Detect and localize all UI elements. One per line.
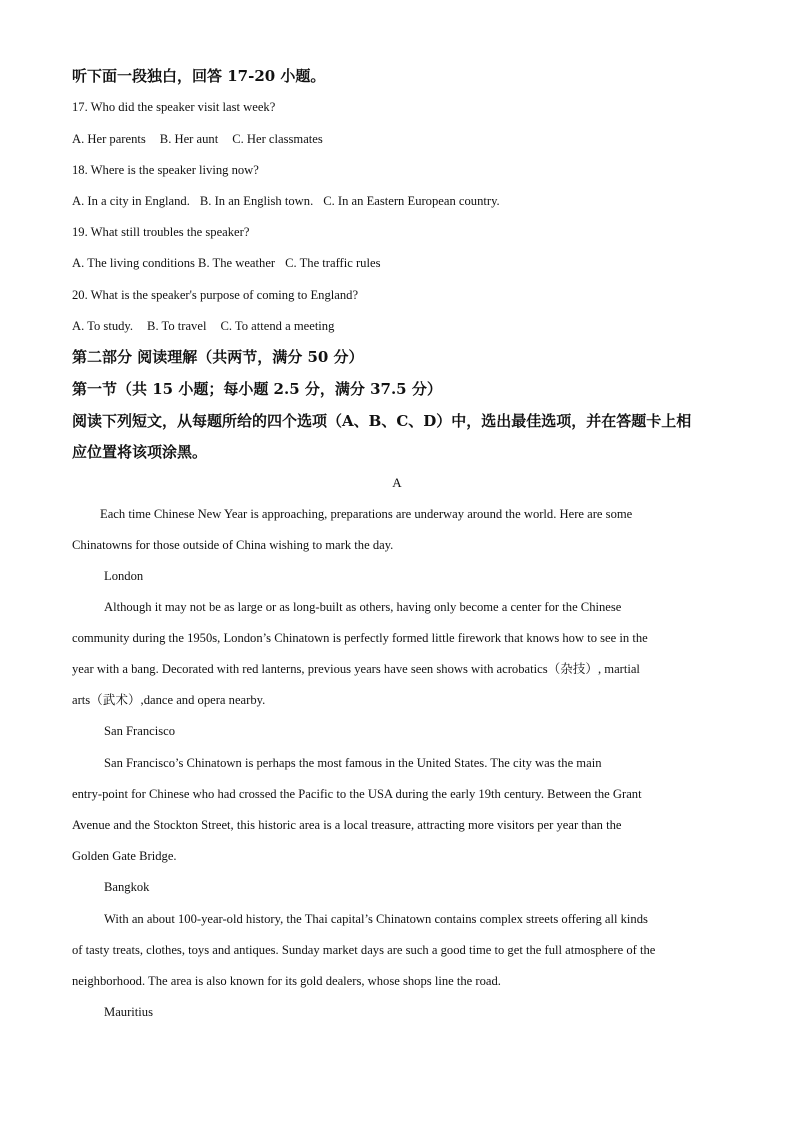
question-18-option-c: C. In an Eastern European country.: [323, 194, 500, 208]
question-17-option-a: A. Her parents: [72, 132, 146, 146]
question-17-stem: 17. Who did the speaker visit last week?: [72, 100, 276, 114]
paragraph-line: San Francisco’s Chinatown is perhaps the most famous in the United States. The city was the main: [104, 756, 602, 770]
intro-line: Each time Chinese New Year is approaching, preparations are underway around the world. Here are some: [100, 507, 633, 521]
question-20-option-b: B. To travel: [147, 319, 207, 333]
question-19-option-c: C. The traffic rules: [285, 256, 381, 270]
question-18-option-a: A. In a city in England.: [72, 194, 190, 208]
paragraph-line: year with a bang. Decorated with red lanterns, previous years have seen shows with acrobatics（杂技）, martial: [72, 662, 640, 676]
question-19-option-ab: A. The living conditions B. The weather: [72, 256, 276, 270]
paragraph-line: neighborhood. The area is also known for its gold dealers, whose shops line the road.: [72, 974, 501, 988]
paragraph-line: community during the 1950s, London’s Chinatown is perfectly formed little firework that knows how to see in the: [72, 631, 648, 645]
paragraph-line: arts（武术）,dance and opera nearby.: [72, 693, 266, 707]
reading-section-title: 第一节（共 15 小题；每小题 2.5 分，满分 37.5 分）: [72, 380, 442, 398]
paragraph-line: of tasty treats, clothes, toys and antiques. Sunday market days are such a good time to get the full atmosphere of the: [72, 943, 656, 957]
paragraph-line: With an about 100-year-old history, the Thai capital’s Chinatown contains complex streets offering all kinds: [104, 912, 648, 926]
reading-part-title: 第二部分 阅读理解（共两节，满分 50 分）: [72, 348, 364, 366]
paragraph-line: entry-point for Chinese who had crossed the Pacific to the USA during the early 19th century. Between the Grant: [72, 787, 642, 801]
question-19-options: [72, 255, 380, 271]
paragraph-line: Golden Gate Bridge.: [72, 849, 177, 863]
section-heading-san-francisco: San Francisco: [104, 724, 175, 738]
reading-directions-line-1: 阅读下列短文，从每题所给的四个选项（A、B、C、D）中，选出最佳选项，并在答题卡上相: [72, 412, 692, 430]
question-17-options: [72, 131, 323, 147]
question-20-option-c: C. To attend a meeting: [220, 319, 335, 333]
section-heading-london: London: [104, 569, 144, 583]
listening-instruction: 听下面一段独白，回答 17-20 小题。: [72, 67, 326, 85]
section-heading-bangkok: Bangkok: [104, 880, 150, 894]
intro-line: Chinatowns for those outside of China wishing to mark the day.: [72, 538, 394, 552]
paragraph-line: Although it may not be as large or as long-built as others, having only become a center for the Chinese: [104, 600, 622, 614]
paragraph-line: Avenue and the Stockton Street, this historic area is a local treasure, attracting more visitors per year than the: [72, 818, 622, 832]
section-heading-mauritius: Mauritius: [104, 1005, 153, 1019]
reading-directions-line-2: 应位置将该项涂黑。: [72, 443, 208, 461]
question-18-option-b: B. In an English town.: [199, 194, 314, 208]
question-20-stem: 20. What is the speaker's purpose of coming to England?: [72, 288, 359, 302]
question-20-options: [72, 318, 334, 334]
question-17-option-c: C. Her classmates: [232, 132, 323, 146]
question-19-stem: 19. What still troubles the speaker?: [72, 225, 250, 239]
question-17-option-b: B. Her aunt: [159, 132, 219, 146]
passage-letter: A: [392, 475, 402, 490]
question-18-stem: 18. Where is the speaker living now?: [72, 163, 259, 177]
question-18-options: [72, 193, 500, 209]
question-20-option-a: A. To study.: [72, 319, 134, 333]
